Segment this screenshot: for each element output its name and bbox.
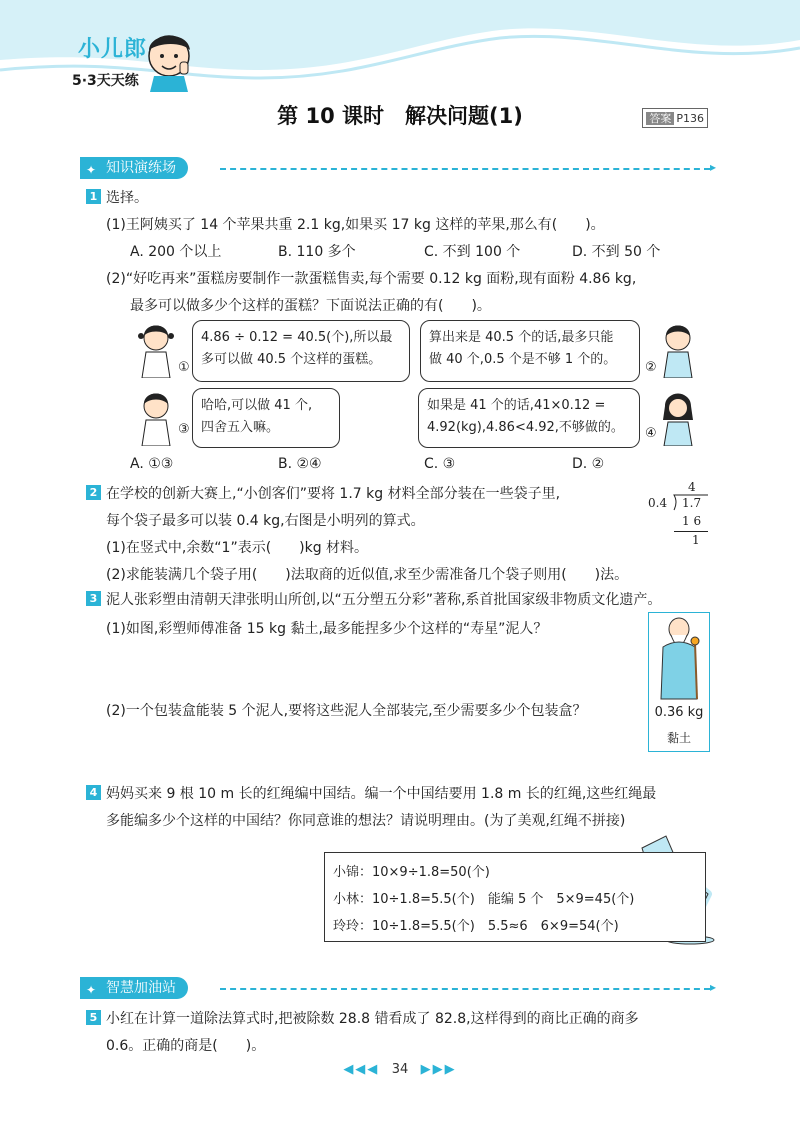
clay-weight: 0.36 kg bbox=[654, 705, 704, 720]
division-line bbox=[674, 531, 708, 532]
answer-reference[interactable] bbox=[642, 108, 708, 128]
bubble-mark-1: ① bbox=[178, 360, 190, 375]
bubble-1-line2: 多可以做 40.5 个这样的蛋糕。 bbox=[201, 352, 382, 367]
bubble-mark-3: ③ bbox=[178, 422, 190, 437]
bubble-2-line1: 算出来是 40.5 个的话,最多只能 bbox=[429, 330, 614, 345]
q2-sub1: (1)在竖式中,余数“1”表示( )kg 材料。 bbox=[106, 540, 369, 556]
division-quotient: 4 bbox=[688, 480, 696, 494]
page-number: 34 bbox=[391, 1062, 409, 1077]
girl-icon-2 bbox=[660, 390, 696, 446]
clay-figure-card bbox=[648, 612, 710, 752]
division-divisor: 0.4 bbox=[648, 496, 668, 510]
question-number: 5 bbox=[86, 1010, 101, 1025]
bubble-3-line2: 四舍五入嘛。 bbox=[201, 420, 280, 435]
section-practice-pill bbox=[80, 157, 188, 179]
division-product: 1 6 bbox=[682, 514, 702, 528]
longevity-figure-icon bbox=[657, 617, 701, 701]
boy-icon-2 bbox=[138, 390, 174, 446]
q1-p2-option-c[interactable]: C. ③ bbox=[424, 456, 456, 472]
next-arrows-icon[interactable]: ▶▶▶ bbox=[420, 1062, 457, 1077]
bubble-2-line2: 做 40 个,0.5 个是不够 1 个的。 bbox=[429, 352, 617, 367]
q3-sub2: (2)一个包装盒能装 5 个泥人,要将这些泥人全部装完,至少需要多少个包装盒？ bbox=[106, 703, 587, 719]
question-number: 2 bbox=[86, 485, 101, 500]
students-methods-box bbox=[324, 852, 706, 942]
boy-icon bbox=[660, 322, 696, 378]
q4-line1: 妈妈买来 9 根 10 m 长的红绳编中国结。编一个中国结要用 1.8 m 长的红绳,这些红绳最 bbox=[106, 786, 657, 802]
section-divider bbox=[220, 168, 710, 170]
division-remainder: 1 bbox=[692, 533, 700, 547]
q2-line1: 在学校的创新大赛上,“小创客们”要将 1.7 kg 材料全部分装在一些袋子里, bbox=[106, 486, 561, 502]
section-star-icon: ✦ bbox=[86, 983, 97, 997]
q1-part2-line1: (2)“好吃再来”蛋糕房要制作一款蛋糕售卖,每个需要 0.12 kg 面粉,现有面粉 4.86 kg, bbox=[106, 271, 637, 287]
q2-line2: 每个袋子最多可以装 0.4 kg,右图是小明列的算式。 bbox=[106, 513, 425, 529]
section-star-icon: ✦ bbox=[86, 163, 97, 177]
q1-p2-option-a[interactable]: A. ①③ bbox=[130, 456, 174, 472]
bubble-1-line1: 4.86 ÷ 0.12 = 40.5(个),所以最 bbox=[201, 330, 393, 345]
speech-bubble-3 bbox=[192, 388, 340, 448]
q3-line1: 泥人张彩塑由清朝天津张明山所创,以“五分塑五分彩”著称,系首批国家级非物质文化遗产。 bbox=[106, 592, 662, 608]
speech-bubble-2 bbox=[420, 320, 640, 382]
q1-option-d[interactable]: D. 不到 50 个 bbox=[572, 244, 661, 260]
girl-icon bbox=[138, 322, 174, 378]
question-number: 3 bbox=[86, 591, 101, 606]
q5-line2: 0.6。正确的商是( )。 bbox=[106, 1038, 266, 1054]
q1-p2-option-d[interactable]: D. ② bbox=[572, 456, 605, 472]
q1-p2-option-b[interactable]: B. ②④ bbox=[278, 456, 322, 472]
method-xiaolin: 小林：10÷1.8=5.5̇(个) 能编 5 个 5×9=45(个) bbox=[333, 892, 635, 907]
bubble-mark-2: ② bbox=[645, 360, 657, 375]
question-number: 1 bbox=[86, 189, 101, 204]
bubble-mark-4: ④ bbox=[645, 426, 657, 441]
page-footer bbox=[0, 1062, 800, 1077]
logo-text: 小儿郎 bbox=[78, 37, 148, 62]
q1-part1: (1)王阿姨买了 14 个苹果共重 2.1 kg,如果买 17 kg 这样的苹果,那么有( )。 bbox=[106, 217, 605, 233]
section-challenge-title: 智慧加油站 bbox=[106, 980, 176, 996]
section-practice-title: 知识演练场 bbox=[106, 160, 176, 176]
q2-sub2: (2)求能装满几个袋子用( )法取商的近似值,求至少需准备几个袋子则用( )法。 bbox=[106, 567, 629, 583]
q5-line1: 小红在计算一道除法算式时,把被除数 28.8 错看成了 82.8,这样得到的商比正确的商多 bbox=[106, 1011, 639, 1027]
q1-stem: 选择。 bbox=[106, 190, 148, 206]
q4-line2: 多能编多少个这样的中国结？你同意谁的想法？请说明理由。(为了美观,红绳不拼接) bbox=[106, 813, 626, 829]
question-number: 4 bbox=[86, 785, 101, 800]
long-division bbox=[648, 480, 708, 550]
bubble-4-line1: 如果是 41 个的话,41×0.12 = bbox=[427, 398, 606, 413]
logo-subtext: 5·3天天练 bbox=[72, 73, 139, 89]
q1-part2-line2: 最多可以做多少个这样的蛋糕？下面说法正确的有( )。 bbox=[130, 298, 491, 314]
division-dividend: 1.7 bbox=[682, 496, 702, 510]
q1-option-b[interactable]: B. 110 多个 bbox=[278, 244, 356, 260]
section-challenge-bar bbox=[80, 975, 716, 1001]
speech-bubble-1 bbox=[192, 320, 410, 382]
speech-bubble-4 bbox=[418, 388, 640, 448]
q1-option-a[interactable]: A. 200 个以上 bbox=[130, 244, 222, 260]
q3-sub1: (1)如图,彩塑师傅准备 15 kg 黏土,最多能捏多少个这样的“寿星”泥人？ bbox=[106, 621, 548, 637]
mascot-boy-icon bbox=[140, 26, 198, 92]
clay-label: 黏土 bbox=[666, 731, 691, 745]
answer-page: P136 bbox=[676, 112, 704, 125]
prev-arrows-icon[interactable]: ◀◀◀ bbox=[343, 1062, 380, 1077]
method-lingling: 玲玲：10÷1.8=5.5̇(个) 5.5̇≈6 6×9=54(个) bbox=[333, 919, 619, 934]
q1-option-c[interactable]: C. 不到 100 个 bbox=[424, 244, 521, 260]
method-xiaojin: 小锦：10×9÷1.8=50(个) bbox=[333, 865, 490, 880]
section-divider bbox=[220, 988, 710, 990]
page-title: 第 10 课时 解决问题(1) bbox=[277, 104, 523, 128]
section-challenge-pill bbox=[80, 977, 188, 999]
section-practice-bar bbox=[80, 155, 716, 181]
section-arrow-icon: ▸ bbox=[709, 160, 716, 174]
bubble-4-line2: 4.92(kg),4.86<4.92,不够做的。 bbox=[427, 420, 624, 435]
section-arrow-icon: ▸ bbox=[709, 980, 716, 994]
answer-label: 答案 bbox=[646, 112, 674, 125]
bubble-3-line1: 哈哈,可以做 41 个, bbox=[201, 398, 313, 413]
